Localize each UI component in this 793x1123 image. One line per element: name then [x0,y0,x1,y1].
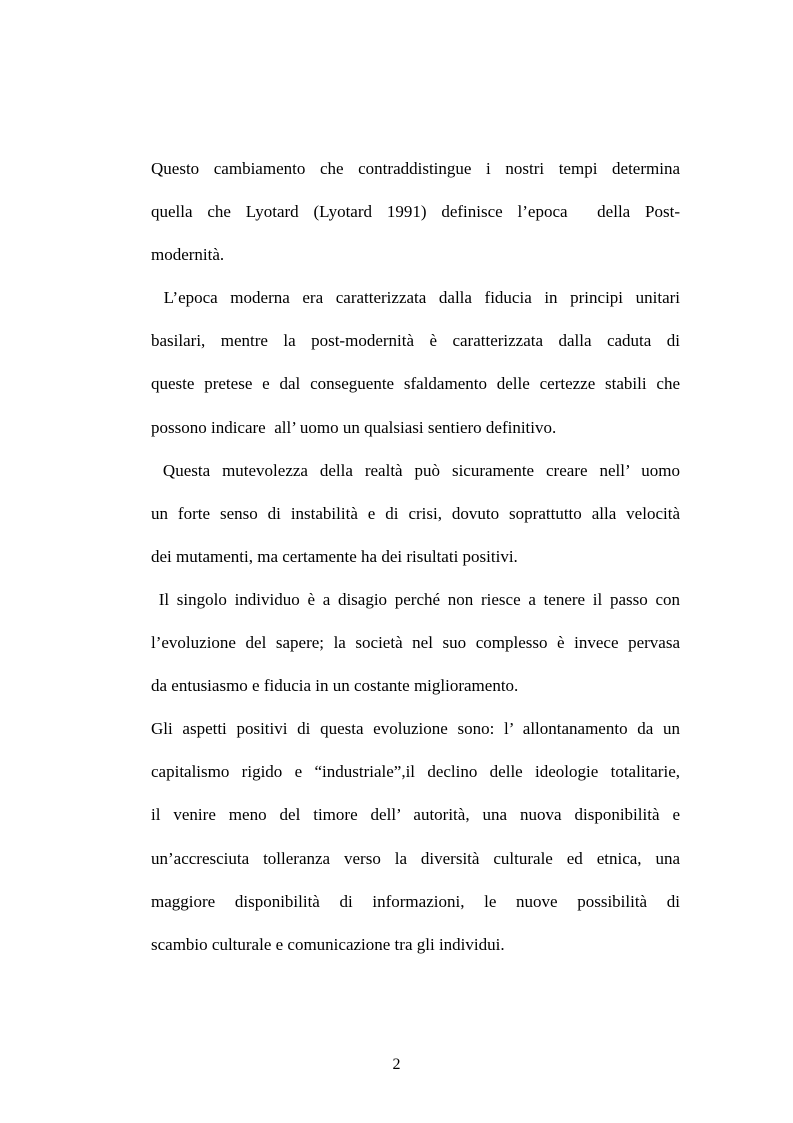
text-line: Questa mutevolezza della realtà può sicuramente creare nell’ uomo [151,460,680,480]
text-line: il venire meno del timore dell’ autorità, una nuova disponibilità e [151,805,680,825]
text-line: modernità. [151,245,225,265]
text-line: Il singolo individuo è a disagio perché non riesce a tenere il passo con [151,589,680,609]
text-line: un’accresciuta tolleranza verso la diversità culturale ed etnica, una [151,848,680,868]
text-line: possono indicare all’ uomo un qualsiasi sentiero definitivo. [151,417,557,437]
text-line: quella che Lyotard (Lyotard 1991) definisce l’epoca della Post- [151,202,680,222]
text-line: basilari, mentre la post-modernità è caratterizzata dalla caduta di [151,331,680,351]
paragraph-4 [151,578,680,707]
document-body [151,147,680,966]
text-line: L’epoca moderna era caratterizzata dalla fiducia in principi unitari [151,288,680,308]
paragraph-3 [151,449,680,578]
text-line: dei mutamenti, ma certamente ha dei risultati positivi. [151,546,518,566]
paragraph-2 [151,276,680,448]
text-line: l’evoluzione del sapere; la società nel suo complesso è invece pervasa [151,633,680,653]
text-line: da entusiasmo e fiducia in un costante miglioramento. [151,676,519,696]
text-line: un forte senso di instabilità e di crisi, dovuto soprattutto alla velocità [151,503,680,523]
text-line: maggiore disponibilità di informazioni, le nuove possibilità di [151,891,680,911]
page-number: 2 [392,1056,401,1073]
text-line: queste pretese e dal conseguente sfaldamento delle certezze stabili che [151,374,680,394]
text-line: scambio culturale e comunicazione tra gli individui. [151,934,505,954]
text-line: capitalismo rigido e “industriale”,il declino delle ideologie totalitarie, [151,762,680,782]
paragraph-1 [151,147,680,276]
paragraph-5 [151,707,680,966]
text-line: Gli aspetti positivi di questa evoluzione sono: l’ allontanamento da un [151,719,680,739]
text-line: Questo cambiamento che contraddistingue i nostri tempi determina [151,159,680,178]
